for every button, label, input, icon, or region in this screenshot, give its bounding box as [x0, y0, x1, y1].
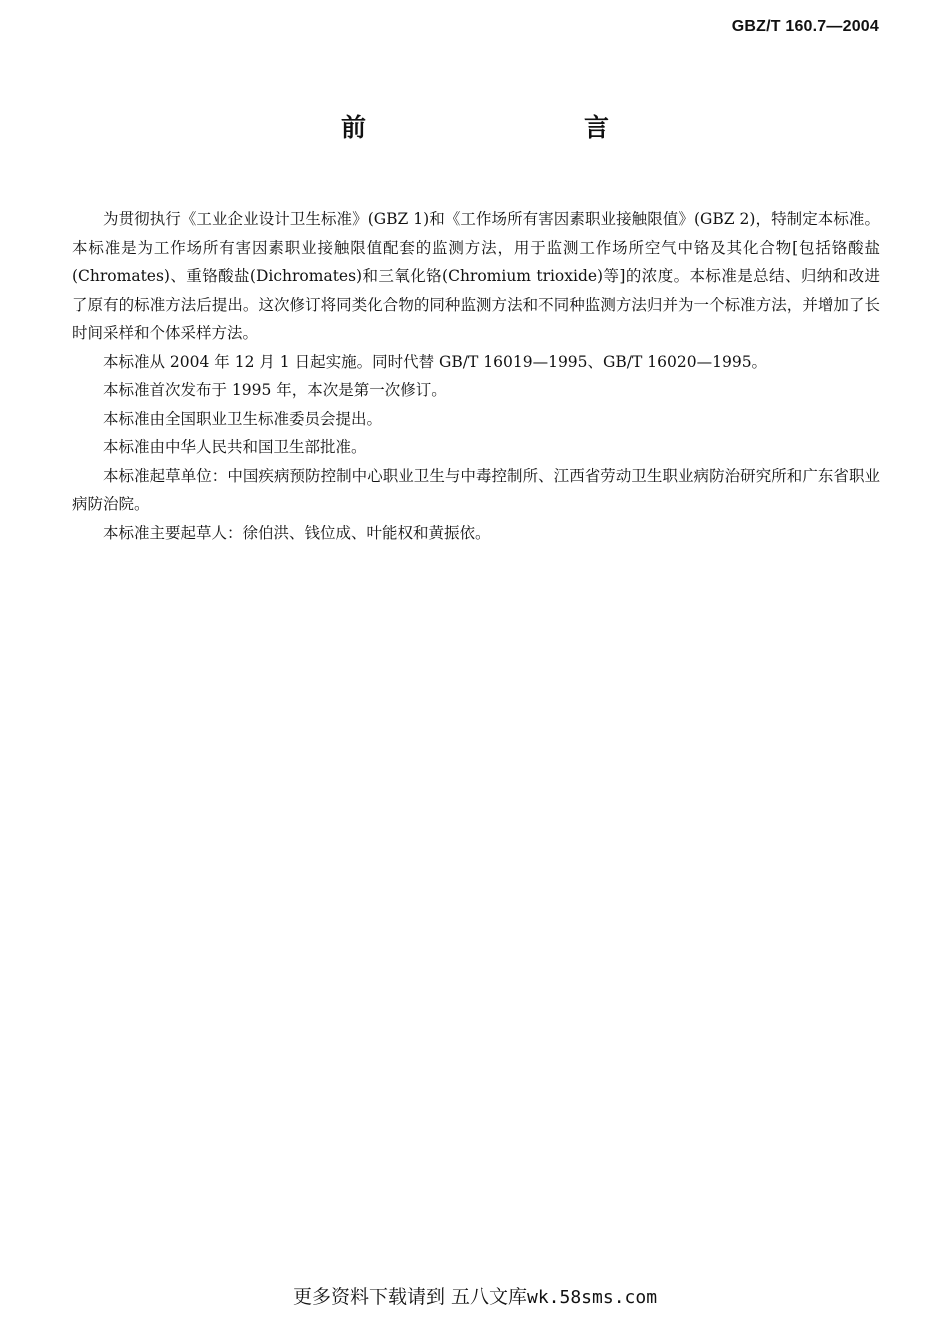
paragraph-approved-by: 本标准由中华人民共和国卫生部批准。 [103, 438, 367, 456]
paragraph-purpose: 为贯彻执行《工业企业设计卫生标准》(GBZ 1)和《工作场所有害因素职业接触限值》(GBZ 2)，特制定本标准。本标准是为工作场所有害因素职业接触限值配套的监测方法，用于监测工作场所空气中铬及其化合物[包括铬酸盐(Chromates)、重铬酸盐(Dichromates)和三氧化铬(Chromium trioxide)等]的浓度。本标准是总结、归纳和改进了原有的标准方法后提出。这次修订将同类化合物的同种监测方法和不同种监测方法归并为一个标准方法，并增加了长时间采样和个体采样方法。 [72, 210, 880, 342]
footer-url-link[interactable]: wk.58sms.com [527, 1287, 658, 1308]
paragraph-drafting-units: 本标准起草单位：中国疾病预防控制中心职业卫生与中毒控制所、江西省劳动卫生职业病防治研究所和广东省职业病防治院。 [72, 466, 880, 513]
foreword-body [72, 205, 880, 547]
paragraph-effective-date: 本标准从 2004 年 12 月 1 日起实施。同时代替 GB/T 16019—1995、GB/T 16020—1995。 [103, 352, 768, 371]
download-footer [0, 1282, 950, 1309]
paragraph-first-release: 本标准首次发布于 1995 年，本次是第一次修订。 [103, 381, 447, 399]
standard-code: GBZ/T 160.7—2004 [731, 18, 879, 35]
paragraph-drafters: 本标准主要起草人：徐伯洪、钱位成、叶能权和黄振依。 [103, 523, 491, 542]
footer-text: 更多资料下载请到 五八文库 [292, 1286, 527, 1308]
paragraph-proposed-by: 本标准由全国职业卫生标准委员会提出。 [103, 409, 383, 428]
page-title: 前 言 [340, 113, 665, 142]
